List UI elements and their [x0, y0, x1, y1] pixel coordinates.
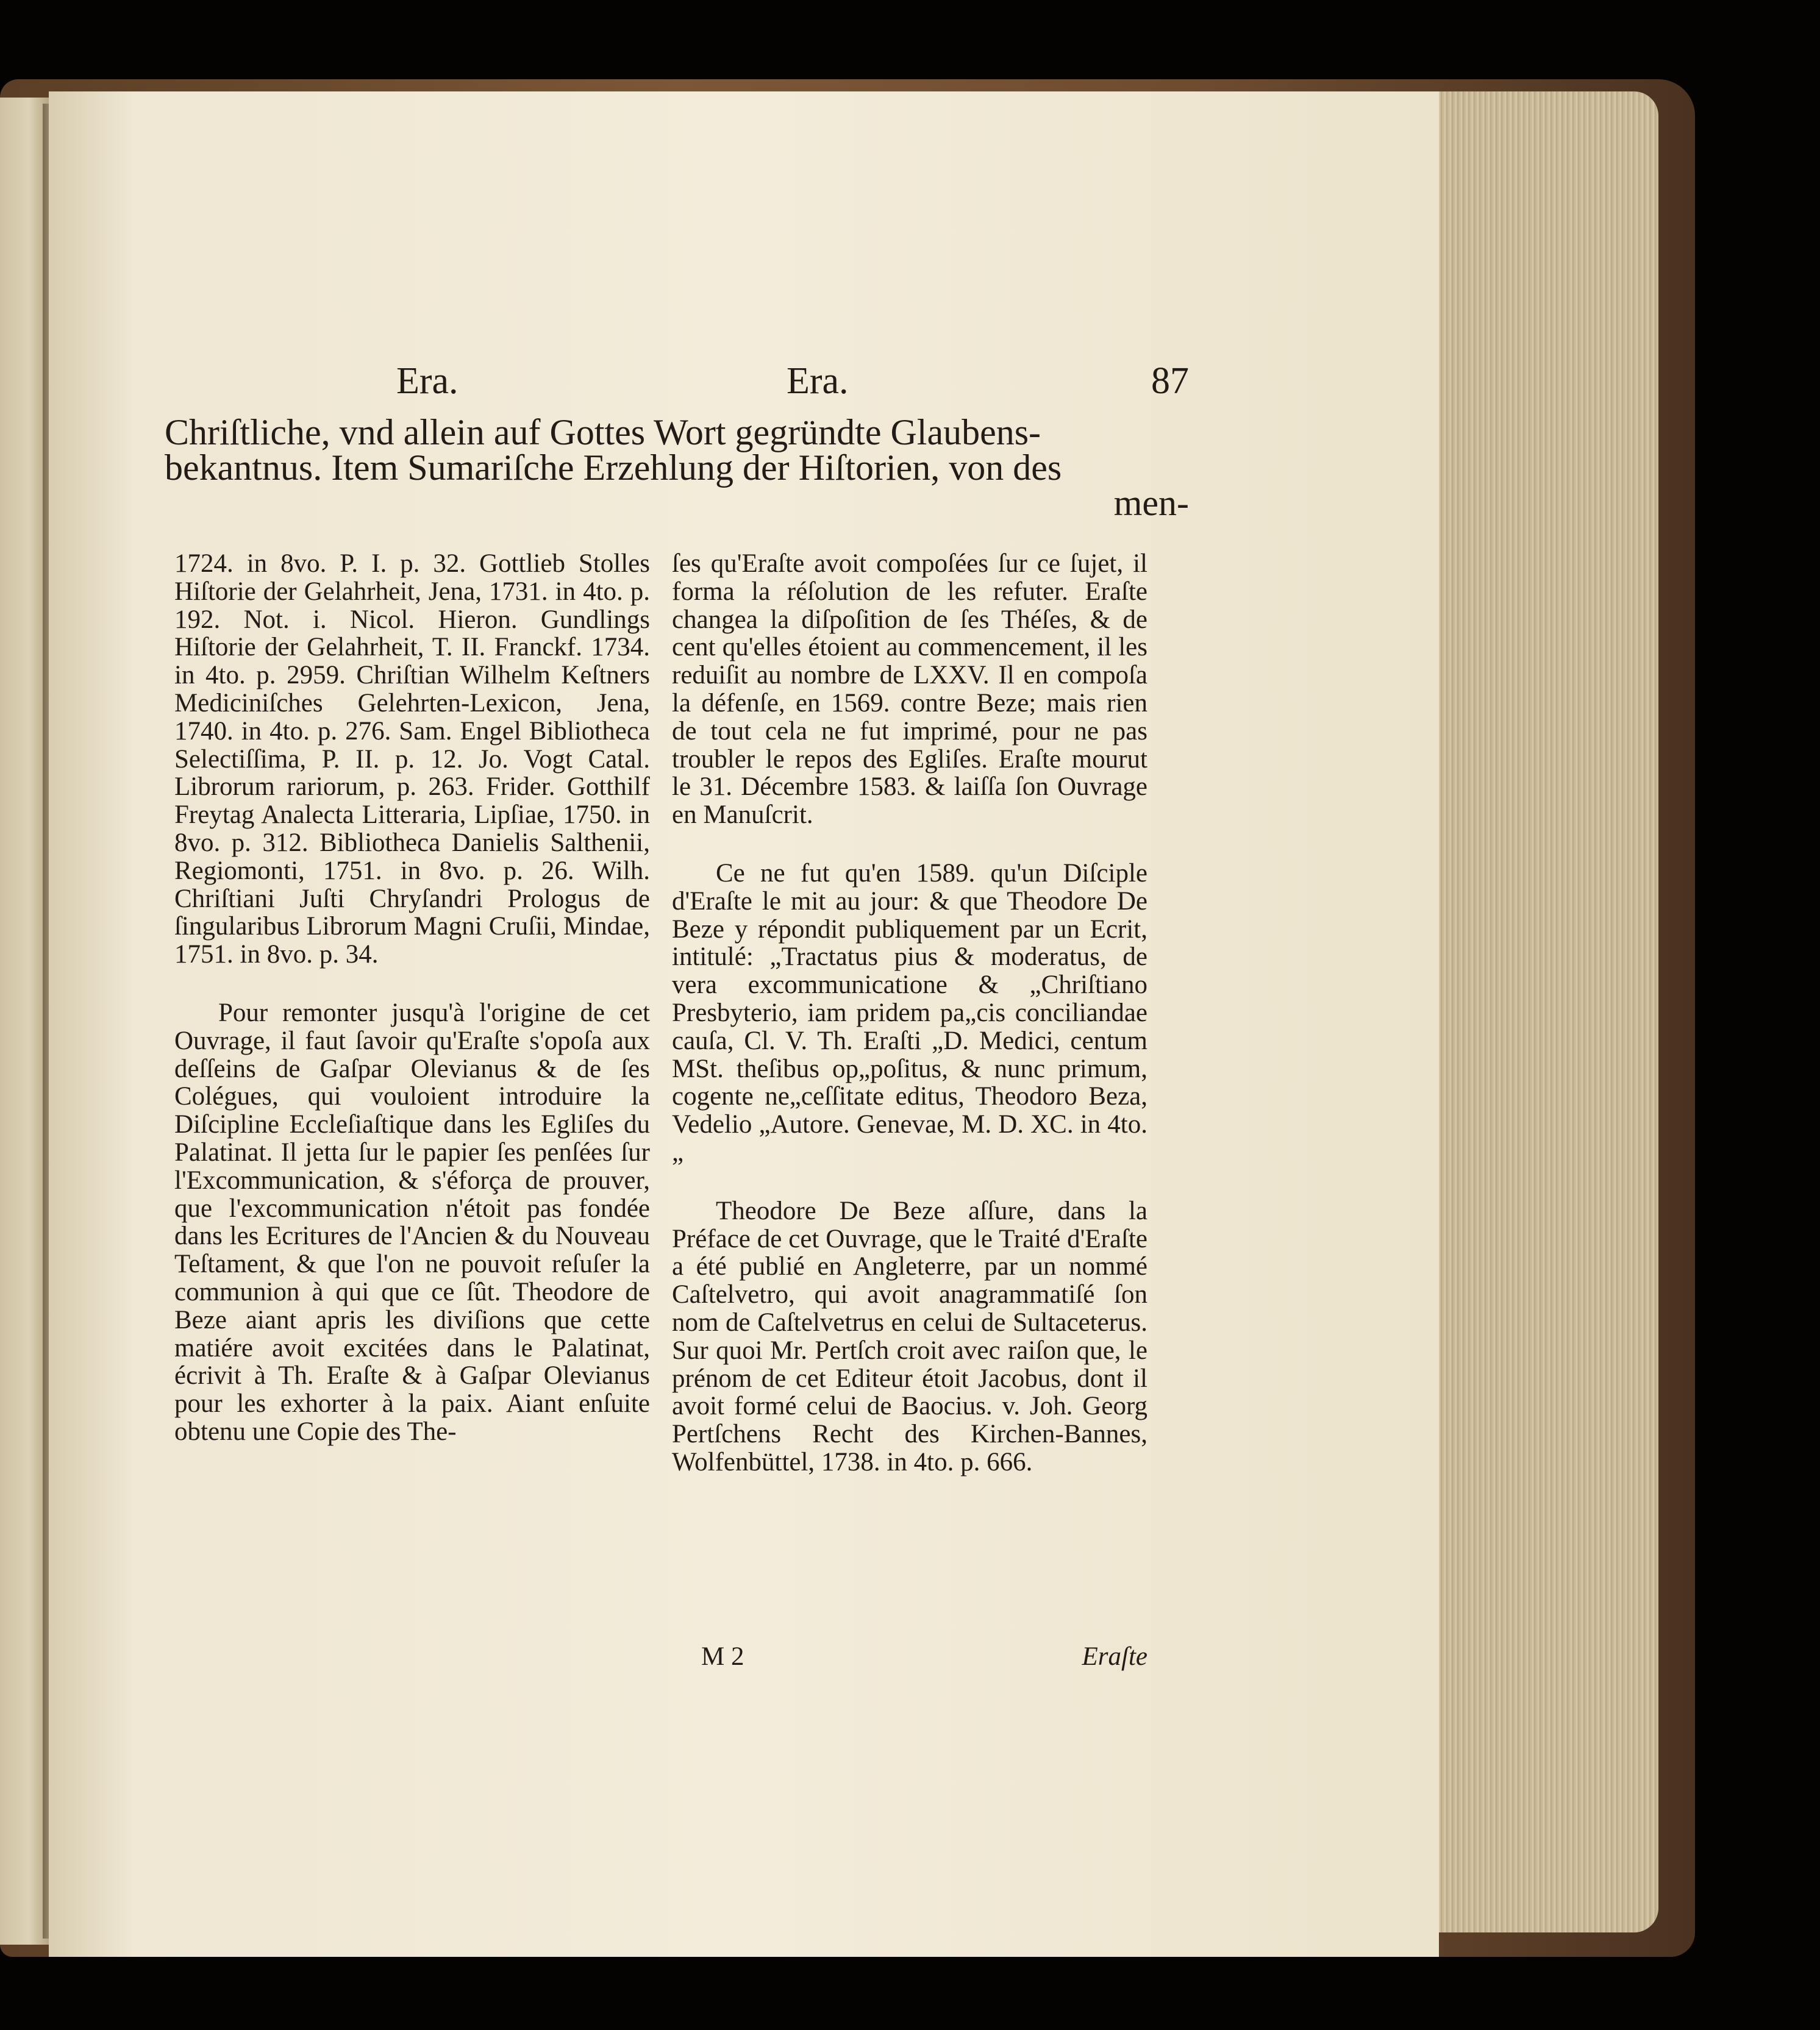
- left-column: [174, 550, 650, 1446]
- title-line: bekantnus. Item Sumariſche Erzehlung der Hiſtorien, von des: [165, 447, 1062, 488]
- page-block-edge: [1427, 91, 1658, 1932]
- header-center: Era.: [787, 360, 849, 402]
- running-header: [396, 360, 1189, 408]
- signature-mark: M 2: [701, 1642, 744, 1671]
- title-block: [165, 412, 1189, 523]
- page-number: 87: [1151, 360, 1189, 402]
- page-footer: [672, 1643, 1147, 1673]
- paragraph: 1724. in 8vo. P. I. p. 32. Gottlieb Stolles Hiſtorie der Gelahrheit, Jena, 1731. in 4to. p. 192. Not. i. Nicol. Hieron. Gundlings Hiſtorie der Gelahrheit, T. II. Franckf. 1734. in 4to. p. 2959. Chriſtian Wilhelm Keſtners Mediciniſches Gelehrten-Lexicon, Jena, 1740. in 4to. p. 276. Sam. Engel Bibliotheca Selectiſſima, P. II. p. 12. Jo. Vogt Catal. Librorum rariorum, p. 263. Frider. Gotthilf Freytag Analecta Litteraria, Lipſiae, 1750. in 8vo. p. 312. Bibliotheca Danielis Salthenii, Regiomonti, 1751. in 8vo. p. 26. Wilh. Chriſtiani Juſti Chryſandri Prologus de ſingularibus Librorum Magni Cruſii, Mindae, 1751. in 8vo. p. 34.: [174, 549, 650, 969]
- previous-page-edge: [0, 98, 49, 1945]
- book-page: [49, 91, 1439, 1957]
- header-left: Era.: [396, 360, 459, 402]
- paragraph: Theodore De Beze aſſure, dans la Préface de cet Ouvrage, que le Traité d'Eraſte a été publié en Angleterre, par un nommé Caſtelvetro, qui avoit anagrammatiſé ſon nom de Caſtelvetrus en celui de Sultaceterus. Sur quoi Mr. Pertſch croit avec raiſon que, le prénom de cet Editeur étoit Jacobus, dont il avoit formé celui de Baocius. v. Joh. Georg Pertſchens Recht des Kirchen-Bannes, Wolfenbüttel, 1738. in 4to. p. 666.: [672, 1196, 1147, 1476]
- paragraph: Ce ne fut qu'en 1589. qu'un Diſciple d'Eraſte le mit au jour: & que Theodore De Beze y répondit publiquement par un Ecrit, intitulé: „Tractatus pius & moderatus, de vera excommunicatione & „Chriſtiano Presbyterio, iam pridem pa„cis conciliandae cauſa, Cl. V. Th. Eraſti „D. Medici, centum MSt. theſibus op„poſitus, & nunc primum, cogente ne„ceſſitate editus, Theodoro Beza, Vedelio „Autore. Genevae, M. D. XC. in 4to.„: [672, 858, 1147, 1167]
- paragraph: ſes qu'Eraſte avoit compoſées ſur ce ſujet, il forma la réſolution de les refuter. Eraſte changea la diſpoſition de ſes Théſes, & de cent qu'elles étoient au commencement, il les reduiſit au nombre de LXXV. Il en compoſa la défenſe, en 1569. contre Beze; mais rien de tout cela ne fut imprimé, pour ne pas troubler le repos des Egliſes. Eraſte mourut le 31. Décembre 1583. & laiſſa ſon Ouvrage en Manuſcrit.: [672, 549, 1147, 830]
- title-line: Chriſtliche, vnd allein auf Gottes Wort gegründte Glaubens-: [165, 412, 1041, 452]
- catchword: Eraſte: [1082, 1642, 1147, 1671]
- title-line: men-: [1113, 483, 1189, 523]
- paragraph: Pour remonter jusqu'à l'origine de cet Ouvrage, il faut ſavoir qu'Eraſte s'opoſa aux deſſeins de Gaſpar Olevianus & de ſes Colégues, qui vouloient introduire la Diſcipline Eccleſiaſtique dans les Egliſes du Palatinat. Il jetta ſur le papier ſes penſées ſur l'Excommunication, & s'éforça de prouver, que l'excommunication n'étoit pas fondée dans les Ecritures de l'Ancien & du Nouveau Teſtament, & que l'on ne pouvoit reſuſer la communion à qui que ce ſût. Theodore de Beze aiant apris les diviſions que cette matiére avoit excitées dans le Palatinat, écrivit à Th. Eraſte & à Gaſpar Olevianus pour les exhorter à la paix. Aiant enſuite obtenu une Copie des The-: [174, 998, 650, 1446]
- right-column: [672, 550, 1147, 1476]
